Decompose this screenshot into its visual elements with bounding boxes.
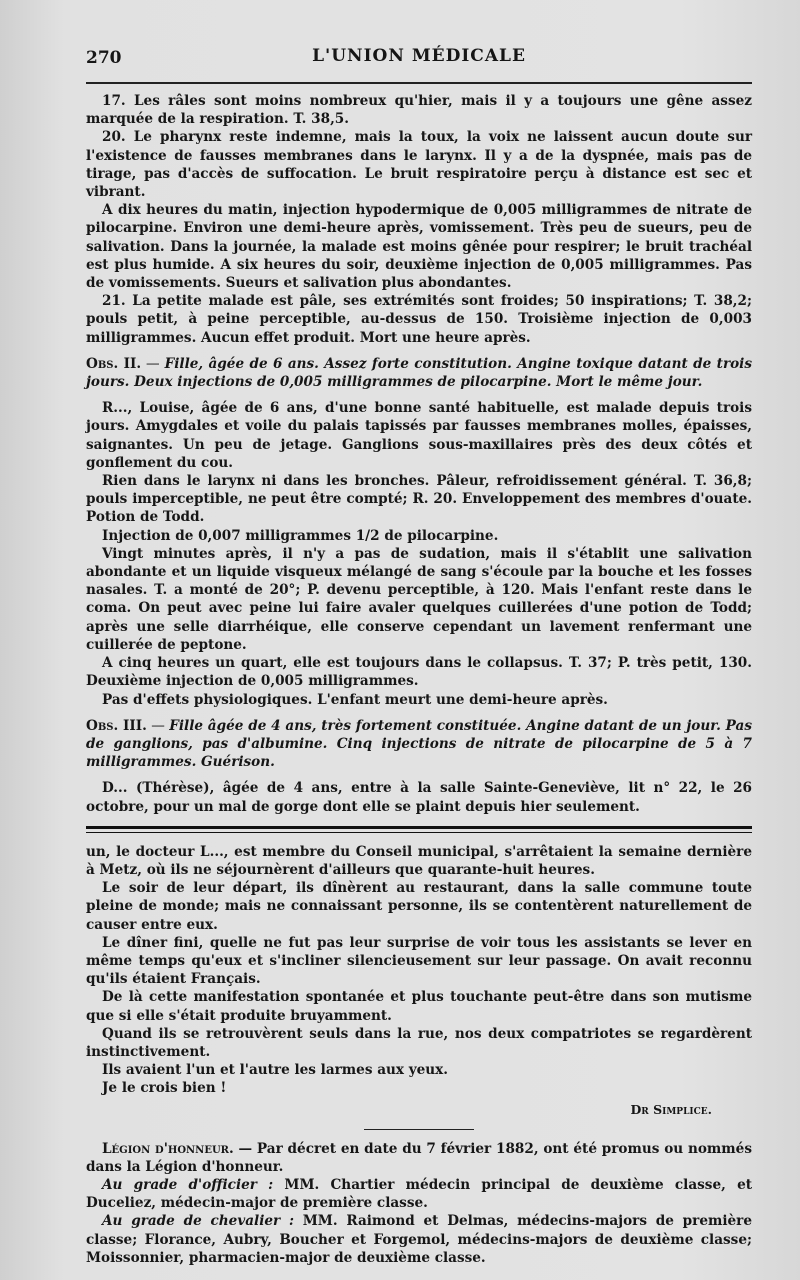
chevalier-paragraph [86, 1212, 752, 1267]
officier-label: Au grade d'officier : [102, 1176, 274, 1193]
chevalier-text: MM. Raimond et Delmas, médecins-majors de première classe; Florance, Aubry, Boucher et Forgemol, médecins-majors de deuxième classe; Moissonnier, pharmacien-major de deuxième classe. [86, 1213, 752, 1266]
observation-3-label: Obs. III. [86, 717, 147, 734]
section-divider [364, 1129, 474, 1130]
observation-3 [86, 717, 752, 816]
page-number: 270 [86, 48, 122, 68]
feuilleton [86, 843, 752, 1117]
chevalier-label: Au grade de chevalier : [102, 1213, 294, 1230]
observation-1-continued [86, 92, 752, 347]
legion-label: Légion d'honneur. [102, 1140, 234, 1157]
observation-2 [86, 355, 752, 709]
observation-2-paragraph: Vingt minutes après, il n'y a pas de sudation, mais il s'établit une salivation abondante et un liquide visqueux mélangé de sang s'écoule par la bouche et les fosses nasales. T. a monté de 20°; P. devenu perceptible, à 120. Mais l'enfant reste dans le coma. On peut avec peine lui faire avaler quelques cuillerées d'une potion de Todd; après une selle diarrhéique, elle conserve cependant un lavement renfermant une cuillerée de peptone. [86, 545, 752, 653]
author-signature: Dr Simplice. [630, 1101, 712, 1117]
observation-2-paragraph: Pas d'effets physiologiques. L'enfant meurt une demi-heure après. [102, 691, 608, 708]
paragraph-day-17: 17. Les râles sont moins nombreux qu'hier, mais il y a toujours une gêne assez marquée de la respiration. T. 38,5. [86, 93, 752, 128]
paragraph-day-20: 20. Le pharynx reste indemne, mais la toux, la voix ne laissent aucun doute sur l'existence de fausses membranes dans le larynx. Il y a de la dyspnée, mais pas de tirage, pas d'accès de suffocation. Le bruit respiratoire perçu à distance est sec et vibrant. [86, 129, 752, 201]
observation-2-label: Obs. II. [86, 355, 142, 372]
feuilleton-paragraph: De là cette manifestation spontanée et plus touchante peut-être dans son mutisme que si elle s'était produite bruyamment. [86, 989, 752, 1024]
feuilleton-paragraph: Quand ils se retrouvèrent seuls dans la rue, nos deux compatriotes se regardèrent instinctivement. [86, 1025, 752, 1060]
feuilleton-paragraph: Ils avaient l'un et l'autre les larmes aux yeux. [102, 1062, 449, 1079]
feuilleton-paragraph: Je le crois bien ! [102, 1080, 227, 1097]
paragraph-ten-oclock: A dix heures du matin, injection hypodermique de 0,005 milligrammes de nitrate de pilocarpine. Environ une demi-heure après, vomissement. Très peu de sueurs, peu de salivation. Dans la journée, la malade est moins gênée pour respirer; le bruit trachéal est plus humide. A six heures du soir, deuxième injection de 0,005 milligrammes. Pas de vomissements. Sueurs et salivation plus abondantes. [86, 202, 752, 292]
observation-3-dash: — [146, 717, 170, 734]
observation-2-paragraph: R..., Louise, âgée de 6 ans, d'une bonne santé habituelle, est malade depuis trois jours. Amygdales et voile du palais tapissés par fausses membranes molles, épaisses, saignantes. Un peu de jetage. Ganglions sous-maxillaires près des deux côtés et gonflement du cou. [86, 400, 752, 471]
legion-intro: — Par décret en date du 7 février 1882, ont été promus ou nommés dans la Légion d'honneur. [86, 1140, 752, 1175]
officier-paragraph [86, 1176, 752, 1212]
observation-2-title: Fille, âgée de 6 ans. Assez forte constitution. Angine toxique datant de trois jours. Deux injections de 0,005 milligrammes de pilocarpine. Mort le même jour. [86, 355, 752, 391]
feuilleton-paragraph: Le dîner fini, quelle ne fut pas leur surprise de voir tous les assistants se lever en même temps qu'eux et s'incliner silencieusement sur leur passage. On avait reconnu qu'ils étaient Français. [86, 934, 752, 988]
observation-2-heading [86, 355, 752, 391]
observation-2-paragraph: A cinq heures un quart, elle est toujours dans le collapsus. T. 37; P. très petit, 130. Deuxième injection de 0,005 milligrammes. [86, 655, 752, 690]
feuilleton-paragraph: un, le docteur L..., est membre du Conseil municipal, s'arrêtaient la semaine dernière à Metz, où ils ne séjournèrent d'ailleurs que quarante-huit heures. [86, 843, 752, 878]
feuilleton-divider [86, 826, 752, 833]
page-header [86, 44, 752, 78]
paragraph-day-21: 21. La petite malade est pâle, ses extrémités sont froides; 50 inspirations; T. 38,2; pouls petit, à peine perceptible, au-dessus de 150. Troisième injection de 0,003 milligrammes. Aucun effet produit. Mort une heure après. [86, 293, 752, 346]
observation-3-paragraph: D... (Thérèse), âgée de 4 ans, entre à la salle Sainte-Geneviève, lit n° 22, le 26 octobre, pour un mal de gorge dont elle se plaint depuis hier seulement. [86, 780, 752, 815]
officier-text: MM. Chartier médecin principal de deuxième classe, et Duceliez, médecin-major de première classe. [86, 1176, 752, 1212]
running-title: L'UNION MÉDICALE [312, 46, 526, 66]
feuilleton-paragraph: Le soir de leur départ, ils dînèrent au restaurant, dans la salle commune toute pleine de monde; mais ne connaissant personne, ils se contentèrent naturellement de causer entre eux. [86, 880, 752, 933]
observation-2-dash: — [141, 355, 165, 372]
observation-3-title: Fille âgée de 4 ans, très fortement constituée. Angine datant de un jour. Pas de ganglions, pas d'albumine. Cinq injections de nitrate de pilocarpine de 5 à 7 milligrammes. Guérison. [86, 717, 752, 771]
observation-2-paragraph: Injection de 0,007 milligrammes 1/2 de pilocarpine. [102, 527, 499, 544]
observation-3-heading [86, 717, 752, 772]
observation-2-paragraph: Rien dans le larynx ni dans les bronches. Pâleur, refroidissement général. T. 36,8; pouls imperceptible, ne peut être compté; R. 20. Enveloppement des membres d'ouate. Potion de Todd. [86, 473, 752, 526]
legion-honneur-notice [86, 1140, 752, 1267]
legion-intro-paragraph [86, 1140, 752, 1176]
header-rule [86, 82, 752, 84]
